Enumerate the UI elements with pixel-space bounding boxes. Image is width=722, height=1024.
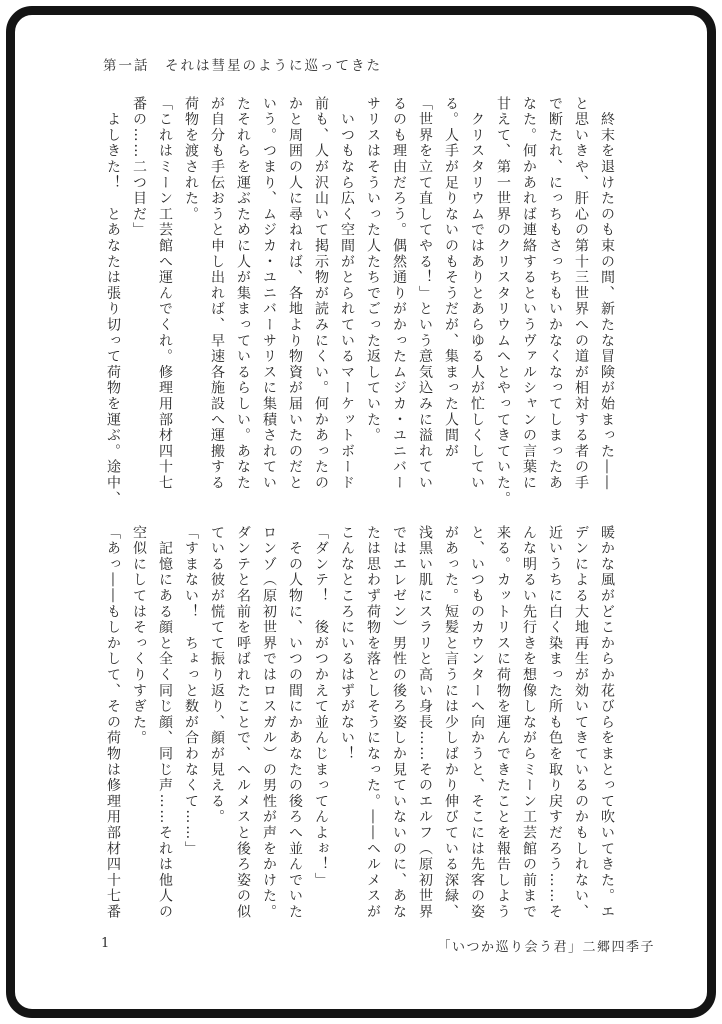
upper-text-block — [100, 96, 620, 508]
text-column: 来る。カットリスに荷物を運んできたことを報告しよう — [495, 525, 511, 920]
text-column: デンによる大地再生が効いてきているのかもしれない、 — [573, 525, 589, 920]
text-column: と思いきや、肝心の第十三世界への道が相対する者の手 — [573, 96, 589, 491]
text-column: 「世界を立て直してやる！」という意気込みに溢れてい — [417, 96, 433, 491]
page-number: 1 — [101, 936, 110, 951]
text-column: る。人手が足りないのもそうだが、集まった人間が — [443, 96, 459, 460]
text-column: ダンテと名前を呼ばれたことで、ヘルメスと後ろ姿の似 — [235, 525, 251, 920]
text-column: ロンゾ（原初世界ではロスガル）の男性が声をかけた。 — [261, 525, 277, 920]
text-column: 空似にしてはそっくりすぎた。 — [131, 525, 147, 747]
text-column: 近いうちに白く染まった所も色を取り戻すだろう……そ — [547, 525, 563, 920]
text-column: こんなところにいるはずがない！ — [339, 525, 355, 762]
text-column: が自分も手伝おうと申し出れば、早速各施設へ運搬する — [209, 96, 225, 491]
text-column: サリスはそういった人たちでごった返していた。 — [365, 96, 381, 444]
text-column: 暖かな風がどこからか花びらをまとって吹いてきた。エ — [599, 525, 615, 920]
text-column: と、いつものカウンターへ向かうと、そこには先客の姿 — [469, 525, 485, 920]
text-column: 浅黒い肌にスラリと高い身長……そのエルフ（原初世界 — [417, 525, 433, 920]
text-column: ている彼が慌てて振り返り、顔が見える。 — [209, 525, 225, 826]
text-column: 記憶にある顔と全く同じ顔、同じ声……それは他人の — [157, 525, 173, 920]
text-column: るのも理由だろう。偶然通りがかったムジカ・ユニバー — [391, 96, 407, 491]
text-column: 荷物を渡された。 — [183, 96, 199, 223]
text-column: 「あっ――もしかして、その荷物は修理用部材四十七番 — [105, 525, 121, 920]
text-column: ではエレゼン）男性の後ろ姿しか見ていないのに、あな — [391, 525, 407, 920]
chapter-title: 第一話 それは彗星のように巡ってきた — [103, 58, 382, 74]
text-column: いう。つまり、ムジカ・ユニバーサリスに集積されてい — [261, 96, 277, 491]
text-column: 「すまない！ ちょっと数が合わなくて……」 — [183, 525, 199, 857]
text-column: 終末を退けたのも束の間、新たな冒険が始まった―― — [599, 96, 615, 491]
text-column: たそれらを運ぶために人が集まっているらしい。あなた — [235, 96, 251, 491]
text-column: 番の……二つ目だ」 — [131, 96, 147, 239]
text-column: 「ダンテ！ 後がつかえて並んじまってんよぉ！」 — [313, 525, 329, 889]
text-column: なた。何かあれば連絡するというヴァルシャンの言葉に — [521, 96, 537, 491]
text-column: 「これはミーン工芸館へ運んでくれ。修理用部材四十七 — [157, 96, 173, 491]
text-column: で断たれ、にっちもさっちもいかなくなってしまったあ — [547, 96, 563, 491]
text-column: かと周囲の人に尋ねれば、各地より物資が届いたのだと — [287, 96, 303, 491]
text-column: 甘えて、第一世界のクリスタリウムへとやってきていた。 — [495, 96, 511, 507]
running-title-author: 「いつか巡り会う君」二郷四季子 — [437, 940, 655, 955]
text-column: んな明るい先行きを想像しながらミーン工芸館の前まで — [521, 525, 537, 920]
text-column: その人物に、いつの間にかあなたの後ろへ並んでいた — [287, 525, 303, 920]
text-column: 前も、人が沢山いて掲示物が読みにくい。何かあったの — [313, 96, 329, 491]
lower-text-block — [100, 525, 620, 937]
text-column: があった。短髪と言うには少しばかり伸びている深緑、 — [443, 525, 459, 920]
text-column: たは思わず荷物を落としそうになった。――ヘルメスが — [365, 525, 381, 920]
text-column: よしきた！ とあなたは張り切って荷物を運ぶ。途中、 — [105, 96, 121, 507]
text-column: クリスタリウムではありとあらゆる人が忙しくしてい — [469, 96, 485, 491]
text-column: いつもなら広く空間がとられているマーケットボード — [339, 96, 355, 491]
